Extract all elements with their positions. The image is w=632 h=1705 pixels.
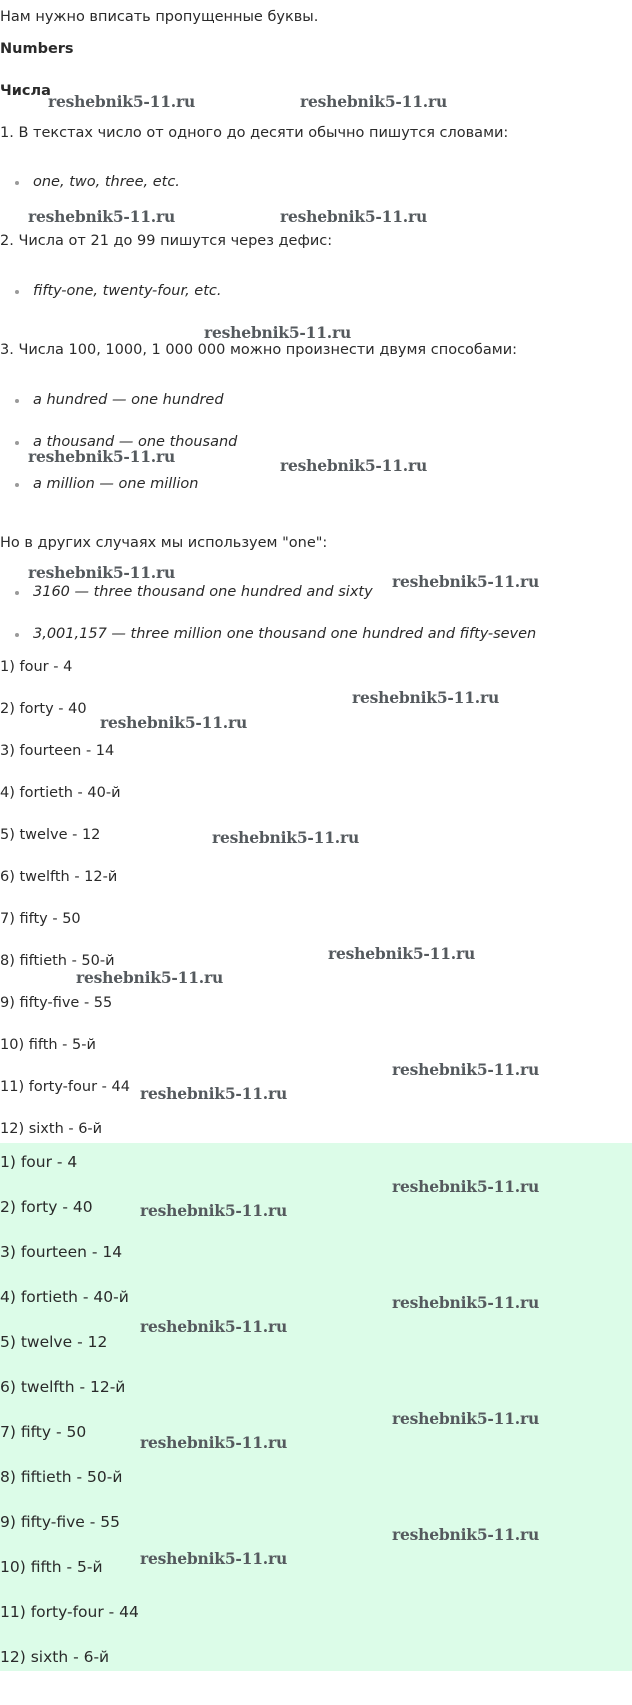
subheading: Числа — [0, 83, 51, 99]
answer-box-line: 9) fifty-five - 55 — [0, 1513, 120, 1531]
answer-line: 3) fourteen - 14 — [0, 743, 115, 759]
rule-3: 3. Числа 100, 1000, 1 000 000 можно произнести двумя способами: — [0, 342, 518, 358]
watermark: reshebnik5-11.ru — [352, 688, 500, 707]
answer-line: 4) fortieth - 40-й — [0, 785, 121, 801]
answer-line: 7) fifty - 50 — [0, 911, 81, 927]
watermark: reshebnik5-11.ru — [140, 1084, 288, 1103]
bullet — [15, 483, 19, 487]
bullet — [15, 633, 19, 637]
bullet — [15, 399, 19, 403]
answer-box-line: 7) fifty - 50 — [0, 1423, 87, 1441]
watermark: reshebnik5-11.ru — [392, 1409, 540, 1428]
list-item: 3160 — three thousand one hundred and sixty — [33, 584, 373, 600]
watermark: reshebnik5-11.ru — [204, 323, 352, 342]
watermark: reshebnik5-11.ru — [328, 944, 476, 963]
watermark: reshebnik5-11.ru — [100, 713, 248, 732]
watermark: reshebnik5-11.ru — [140, 1201, 288, 1220]
watermark: reshebnik5-11.ru — [392, 1060, 540, 1079]
list-item: a hundred — one hundred — [33, 392, 224, 408]
answer-box-line: 10) fifth - 5-й — [0, 1558, 103, 1576]
answer-line: 5) twelve - 12 — [0, 827, 101, 843]
answer-line: 11) forty-four - 44 — [0, 1079, 130, 1095]
bullet — [15, 441, 19, 445]
answer-box-line: 11) forty-four - 44 — [0, 1603, 139, 1621]
watermark: reshebnik5-11.ru — [140, 1549, 288, 1568]
answer-line: 1) four - 4 — [0, 659, 73, 675]
answer-box — [0, 1143, 632, 1671]
watermark: reshebnik5-11.ru — [28, 447, 176, 466]
watermark: reshebnik5-11.ru — [140, 1433, 288, 1452]
intro-text: Нам нужно вписать пропущенные буквы. — [0, 9, 319, 25]
watermark: reshebnik5-11.ru — [28, 563, 176, 582]
watermark: reshebnik5-11.ru — [280, 456, 428, 475]
watermark: reshebnik5-11.ru — [392, 1293, 540, 1312]
watermark: reshebnik5-11.ru — [48, 92, 196, 111]
rule-1: 1. В текстах число от одного до десяти обычно пишутся словами: — [0, 125, 509, 141]
answer-box-line: 2) forty - 40 — [0, 1198, 93, 1216]
watermark: reshebnik5-11.ru — [76, 968, 224, 987]
answer-box-line: 8) fiftieth - 50-й — [0, 1468, 123, 1486]
watermark: reshebnik5-11.ru — [140, 1317, 288, 1336]
answer-box-line: 4) fortieth - 40-й — [0, 1288, 129, 1306]
answer-box-line: 6) twelfth - 12-й — [0, 1378, 126, 1396]
watermark: reshebnik5-11.ru — [392, 572, 540, 591]
heading: Numbers — [0, 41, 74, 57]
answer-box-line: 3) fourteen - 14 — [0, 1243, 123, 1261]
list-item: one, two, three, etc. — [33, 174, 180, 190]
bullet — [15, 290, 19, 294]
answer-line: 8) fiftieth - 50-й — [0, 953, 115, 969]
list-item: a thousand — one thousand — [33, 434, 238, 450]
watermark: reshebnik5-11.ru — [212, 828, 360, 847]
rule-2: 2. Числа от 21 до 99 пишутся через дефис: — [0, 233, 333, 249]
watermark: reshebnik5-11.ru — [300, 92, 448, 111]
watermark: reshebnik5-11.ru — [392, 1525, 540, 1544]
answer-box-line: 1) four - 4 — [0, 1153, 78, 1171]
answer-line: 9) fifty-five - 55 — [0, 995, 113, 1011]
answer-line: 12) sixth - 6-й — [0, 1121, 103, 1137]
bullet — [15, 181, 19, 185]
watermark: reshebnik5-11.ru — [392, 1177, 540, 1196]
watermark: reshebnik5-11.ru — [280, 207, 428, 226]
answer-box-line: 12) sixth - 6-й — [0, 1648, 110, 1666]
answer-box-line: 5) twelve - 12 — [0, 1333, 108, 1351]
answer-line: 2) forty - 40 — [0, 701, 87, 717]
answer-line: 6) twelfth - 12-й — [0, 869, 118, 885]
bullet — [15, 591, 19, 595]
list-item: a million — one million — [33, 476, 199, 492]
other-cases-text: Но в других случаях мы используем "one": — [0, 535, 328, 551]
list-item: fifty-one, twenty-four, etc. — [33, 283, 222, 299]
watermark: reshebnik5-11.ru — [28, 207, 176, 226]
list-item: 3,001,157 — three million one thousand one hundred and fifty-seven — [33, 626, 537, 642]
answer-line: 10) fifth - 5-й — [0, 1037, 96, 1053]
